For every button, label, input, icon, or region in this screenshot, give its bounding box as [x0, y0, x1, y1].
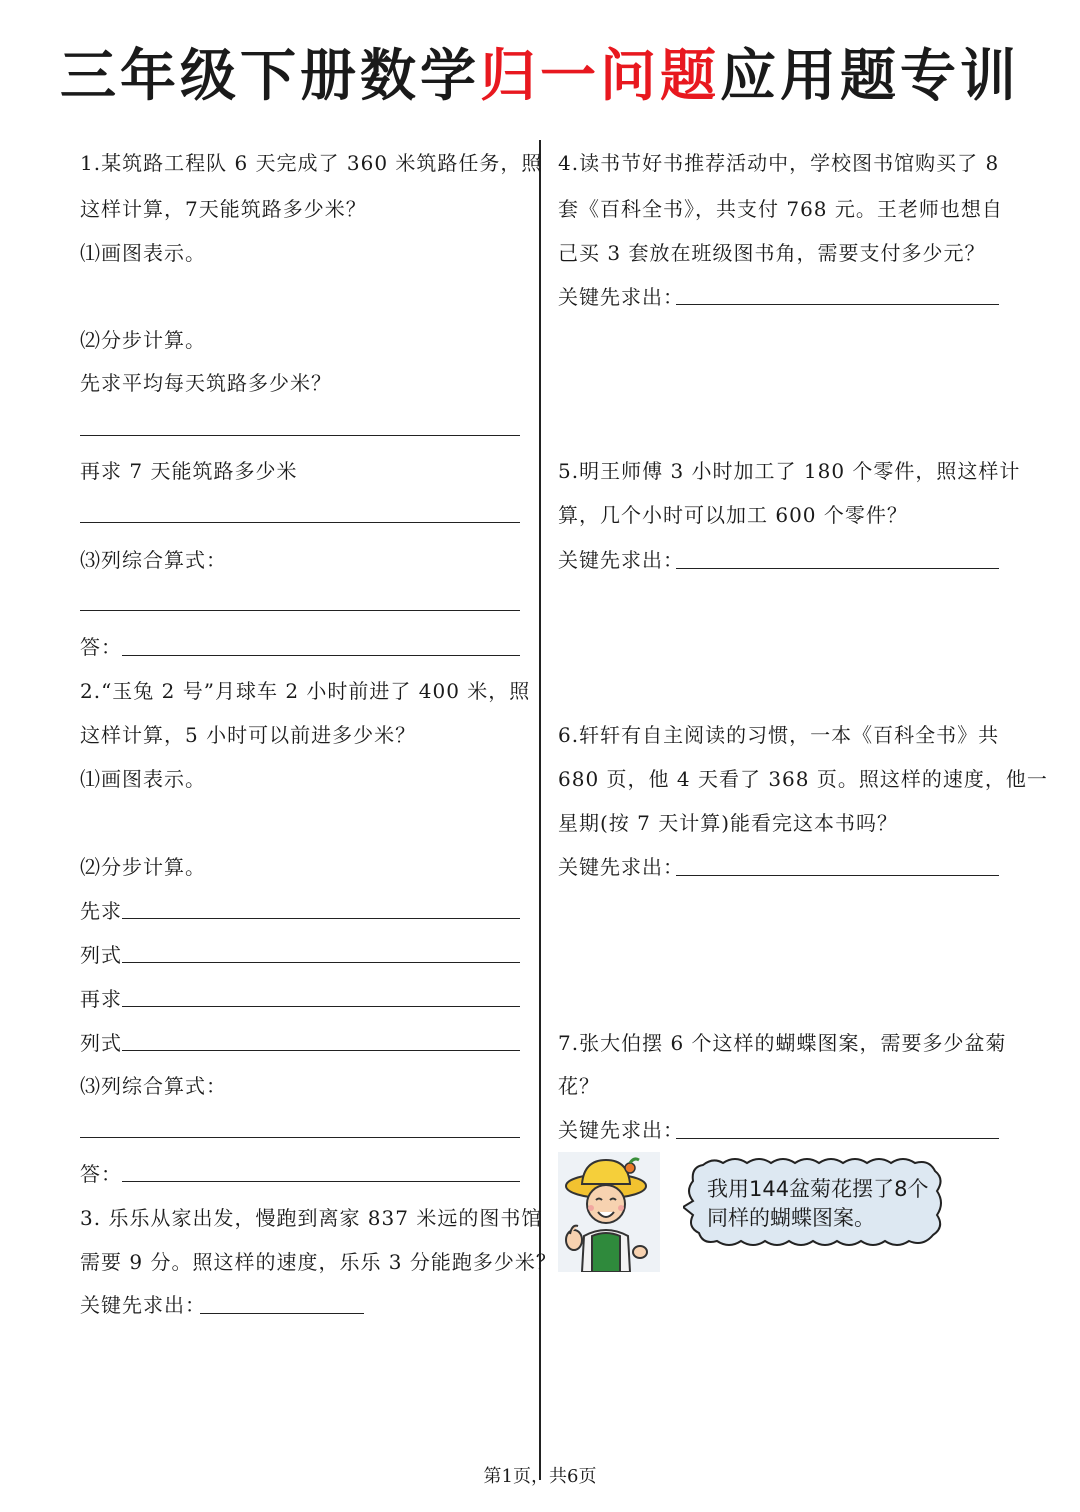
- q6-text-line2: 680 页，他 4 天看了 368 页。照这样的速度，他一: [558, 767, 1048, 791]
- q1-combined-label: ⑶列综合算式：: [80, 548, 227, 572]
- q2-first-answer-line[interactable]: [122, 918, 520, 919]
- q1-first-answer-line[interactable]: [80, 435, 520, 436]
- q5-text-line1: 5.明王师傅 3 小时加工了 180 个零件，照这样计: [558, 459, 1021, 483]
- q3-text-line1: 3. 乐乐从家出发，慢跑到离家 837 米远的图书馆: [80, 1206, 543, 1230]
- q1-answer-line[interactable]: [122, 655, 520, 656]
- q2-formula2-label: 列式: [80, 1031, 122, 1055]
- q4-key-label: 关键先求出：: [558, 285, 684, 309]
- q1-draw-label: ⑴画图表示。: [80, 241, 206, 265]
- q2-formula2-answer-line[interactable]: [122, 1050, 520, 1051]
- q6-key-label: 关键先求出：: [558, 855, 684, 879]
- q2-first-label: 先求: [80, 899, 122, 923]
- q2-text-line2: 这样计算，5 小时可以前进多少米？: [80, 723, 417, 747]
- q2-step-label: ⑵分步计算。: [80, 855, 206, 879]
- q2-draw-label: ⑴画图表示。: [80, 767, 206, 791]
- q7-key-answer-line[interactable]: [676, 1138, 999, 1139]
- title-highlight: 归一问题: [480, 43, 720, 109]
- q6-key-answer-line[interactable]: [676, 875, 999, 876]
- q3-text-line2: 需要 9 分。照这样的速度，乐乐 3 分能跑多少米？: [80, 1250, 557, 1274]
- q2-answer-label: 答：: [80, 1162, 122, 1186]
- q6-text-line3: 星期(按 7 天计算)能看完这本书吗？: [558, 811, 899, 835]
- q7-key-label: 关键先求出：: [558, 1118, 684, 1142]
- q4-text-line2: 套《百科全书》，共支付 768 元。王老师也想自: [558, 197, 1003, 221]
- farmer-illustration: [558, 1152, 660, 1272]
- q6-text-line1: 6.轩轩有自主阅读的习惯，一本《百科全书》共: [558, 723, 1000, 747]
- q1-second-answer-line[interactable]: [80, 522, 520, 523]
- q2-formula1-label: 列式: [80, 943, 122, 967]
- q2-combined-label: ⑶列综合算式：: [80, 1074, 227, 1098]
- q7-text-line2: 花？: [558, 1074, 600, 1098]
- q1-answer-label: 答：: [80, 635, 122, 659]
- q2-text-line1: 2.“玉兔 2 号”月球车 2 小时前进了 400 米，照: [80, 679, 531, 703]
- q4-text-line3: 己买 3 套放在班级图书角，需要支付多少元？: [558, 241, 986, 265]
- speech-bubble: [683, 1155, 947, 1249]
- q2-formula1-answer-line[interactable]: [122, 962, 520, 963]
- q1-text-line1: 1.某筑路工程队 6 天完成了 360 米筑路任务，照: [80, 151, 543, 175]
- q1-step-label: ⑵分步计算。: [80, 328, 206, 352]
- q3-key-answer-line[interactable]: [200, 1313, 364, 1314]
- q1-text-line2: 这样计算，7天能筑路多少米？: [80, 197, 367, 221]
- q2-combined-answer-line[interactable]: [80, 1137, 520, 1138]
- q5-key-answer-line[interactable]: [676, 568, 999, 569]
- q3-key-label: 关键先求出：: [80, 1293, 206, 1317]
- column-divider: [539, 140, 541, 1480]
- q5-text-line2: 算，几个小时可以加工 600 个零件？: [558, 503, 908, 527]
- q4-text-line1: 4.读书节好书推荐活动中，学校图书馆购买了 8: [558, 151, 1000, 175]
- q4-key-answer-line[interactable]: [676, 304, 999, 305]
- q7-text-line1: 7.张大伯摆 6 个这样的蝴蝶图案，需要多少盆菊: [558, 1031, 1007, 1055]
- page-footer: 第1页，共6页: [483, 1466, 597, 1487]
- q2-second-answer-line[interactable]: [122, 1006, 520, 1007]
- q2-answer-line[interactable]: [122, 1181, 520, 1182]
- q1-combined-answer-line[interactable]: [80, 610, 520, 611]
- speech-bubble-text: 我用144盆菊花摆了8个同样的蝴蝶图案。: [707, 1177, 929, 1230]
- q2-second-label: 再求: [80, 987, 122, 1011]
- q5-key-label: 关键先求出：: [558, 548, 684, 572]
- q1-first-label: 先求平均每天筑路多少米？: [80, 371, 332, 395]
- page-title: 三年级下册数学归一问题应用题专训: [60, 43, 1020, 109]
- q1-second-label: 再求 7 天能筑路多少米: [80, 459, 298, 483]
